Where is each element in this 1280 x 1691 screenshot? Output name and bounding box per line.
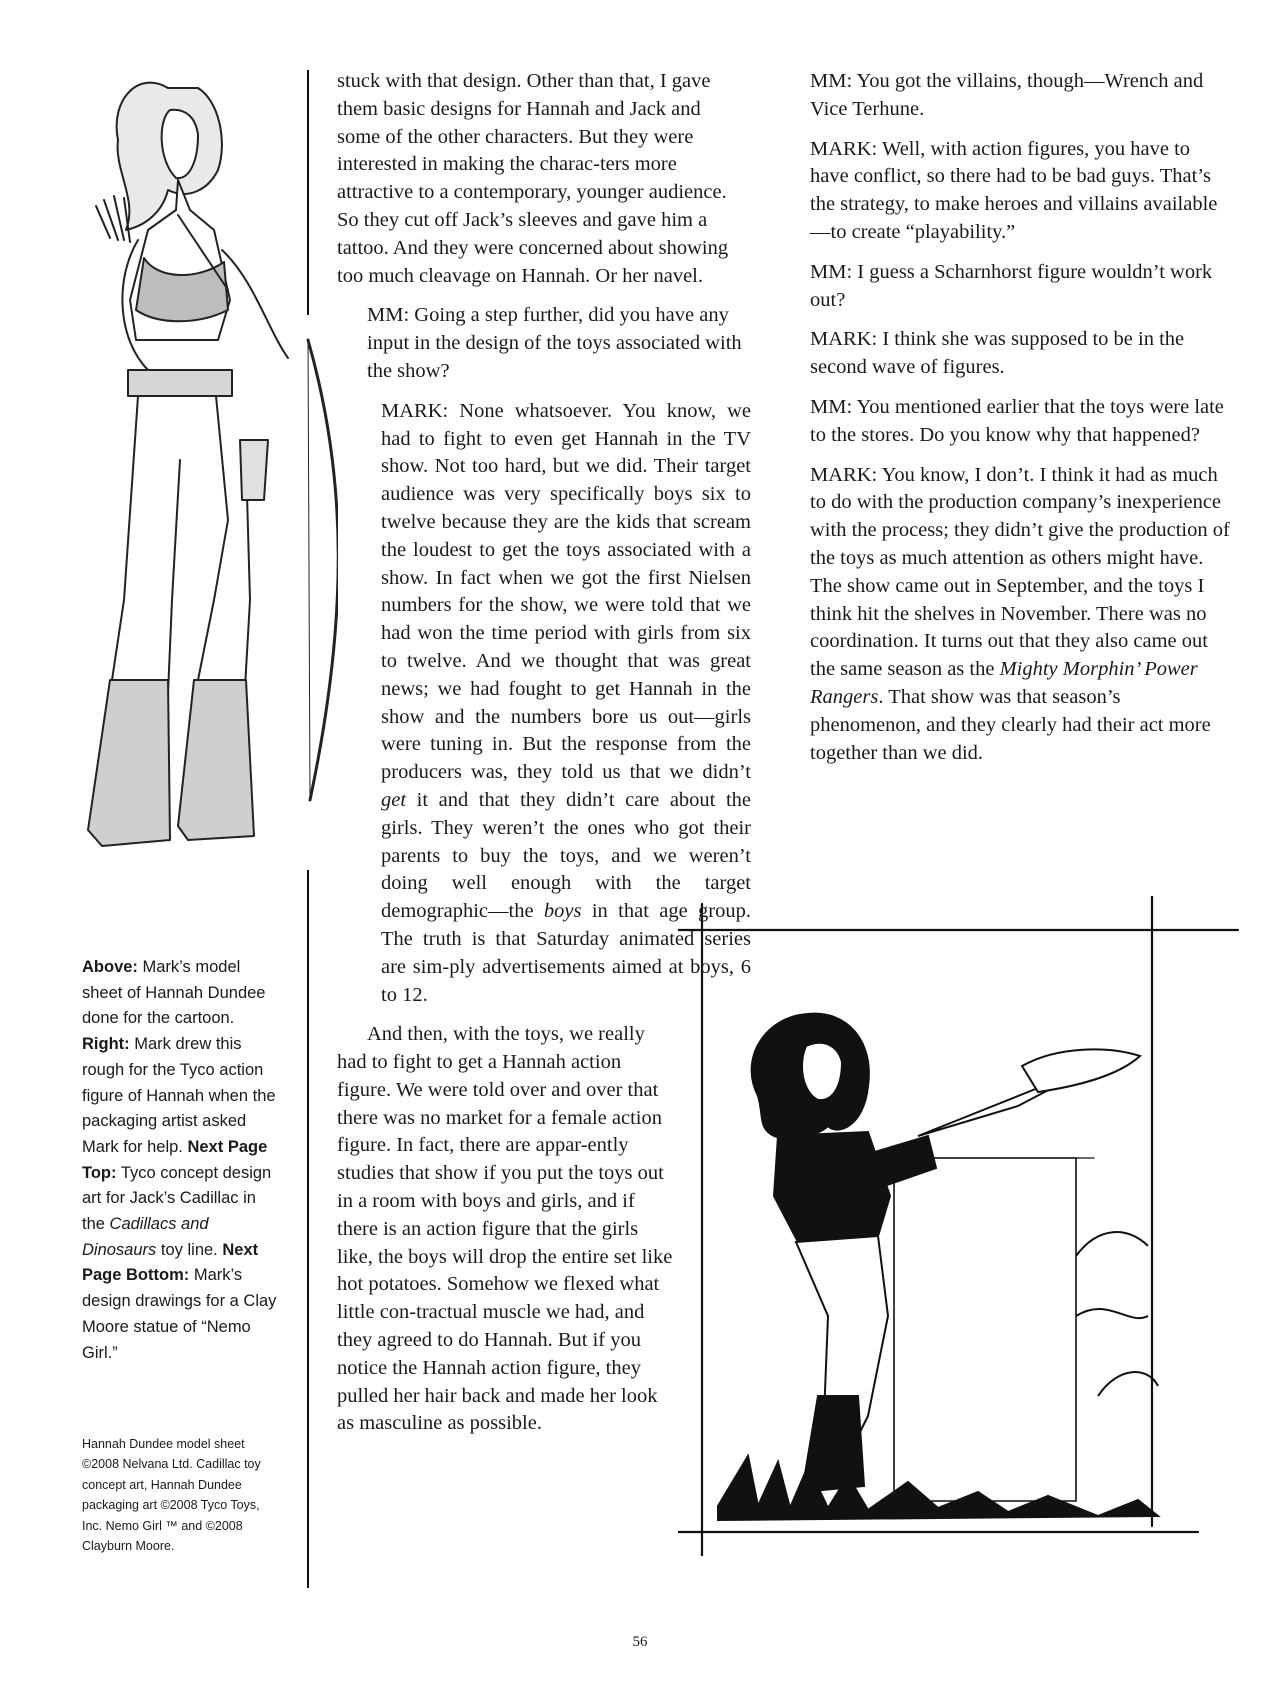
emphasis-text: get [381,788,407,811]
caption-label-above: Above: [82,958,138,976]
speaker-label: MM: [367,304,410,327]
speaker-label: MARK: [810,463,878,486]
answer-1-continuation: And then, with the toys, we really had to fight to get a Hannah action figure. We were told over and over that there was no market for a female action figure. In fact, there are appar-ently studies that show if you put the toys out in a room with boys and girls, and if there is an action figure that the girls like, the boys will drop the entire set like hot potatoes. Somehow we flexed what little con-tractual muscle we had, and they agreed to do Hannah. But if you notice the Hannah action figure, they pulled her hair back and made her look as masculine as possible. [337,1023,673,1435]
interview-question-3: MM: I guess a Scharnhorst figure wouldn’t work out? [810,260,1213,311]
column-rule-top [307,70,309,315]
column-2-text [810,68,1230,779]
interview-question-4: MM: You mentioned earlier that the toys were late to the stores. Do you know why that happened? [810,395,1224,446]
emphasis-text: boys [543,900,582,923]
copyright-credit: Hannah Dundee model sheet ©2008 Nelvana Ltd. Cadillac toy concept art, Hannah Dundee packaging art ©2008 Tyco Toys, Inc. Nemo Girl ™ and ©2008 Clayburn Moore. [82,1437,261,1554]
caption-label-right: Right: [82,1035,130,1054]
speaker-label: MARK: [810,137,878,160]
interview-question-2: MM: You got the villains, though—Wrench and Vice Terhune. [810,70,1204,120]
interview-answer-4: MARK: You know, I don’t. I think it had as much to do with the production company’s inexperience with the process; they didn’t give the production of the toys as much attention as others might have. The show came out in September, and the toys I think hit the shelves in November. There was no coordination. It turns out that they also came out the same season as the Mighty Morphin’ Power Rangers. That show was that season’s phenomenon, and they clearly had their act more together than we did. [810,463,1230,764]
caption-label-next-bottom: Next Page Bottom: [82,1240,259,1285]
image-caption: Above: Mark’s model sheet of Hannah Dundee done for the cartoon. Right: Mark drew this rough for the Tyco action figure of Hannah when the packaging artist asked Mark for help. Next Page Top: Tyco concept design art for Jack’s Cadillac in the Cadillacs and Dinosaurs toy line. Next Page Bottom: Mark’s design drawings for a Clay Moore statue of “Nemo Girl.” [82,958,277,1362]
speaker-label: MARK: [810,328,878,351]
interview-answer-1: MARK: None whatsoever. You know, we had to fight to even get Hannah in the TV show. Not too hard, but we did. Their target audience was very specifically boys six to twelve because they are the kids that scream the loudest to get the toys associated with a show. In fact when we got the first Nielsen numbers for the show, we were told that we had won the time period with girls from six to twelve. And we thought that was great news; we had fought to get Hannah in the show and the numbers bore us out—girls were tuning in. But the response from the producers was, they told us that we didn’t get it and that they didn’t care about the girls. They weren’t the ones who got their parents to buy the toys, and we weren’t doing well enough with the target demographic—the boys in that age group. The truth is that Saturday animated series are sim-ply advertisements aimed at boys, 6 to 12. [381,399,752,1006]
interview-question-1: MM: Going a step further, did you have any input in the design of the toys associated with the show? [367,304,742,382]
column-1-text [337,68,757,1450]
emphasis-text: Mighty Morphin’ Power Rangers [810,658,1198,708]
hannah-model-sheet-illustration [18,40,338,920]
caption-emphasis: Cadillacs and Dinosaurs [82,1215,209,1259]
column-rule-bottom [307,870,309,1588]
interview-answer-2: MARK: Well, with action figures, you have to have conflict, so there had to be bad guys. That’s the strategy, to make heroes and villains available—to create “playability.” [810,137,1218,243]
page-number: 56 [632,1634,648,1650]
intro-paragraph: stuck with that design. Other than that, I gave them basic designs for Hannah and Jack and some of the other characters. But they were interested in making the charac-ters more attractive to a contemporary, younger audience. So they cut off Jack’s sleeves and gave him a tattoo. And they were concerned about showing too much cleavage on Hannah. Or her navel. [337,70,729,287]
interview-answer-3: MARK: I think she was supposed to be in the second wave of figures. [810,328,1185,379]
caption-label-next-top: Next Page Top: [82,1137,268,1182]
speaker-label: MM: [810,70,853,92]
speaker-label: MM: [810,260,853,283]
speaker-label: MM: [810,395,853,418]
hannah-action-figure-rough-illustration [678,896,1248,1556]
speaker-label: MARK: [381,399,449,422]
